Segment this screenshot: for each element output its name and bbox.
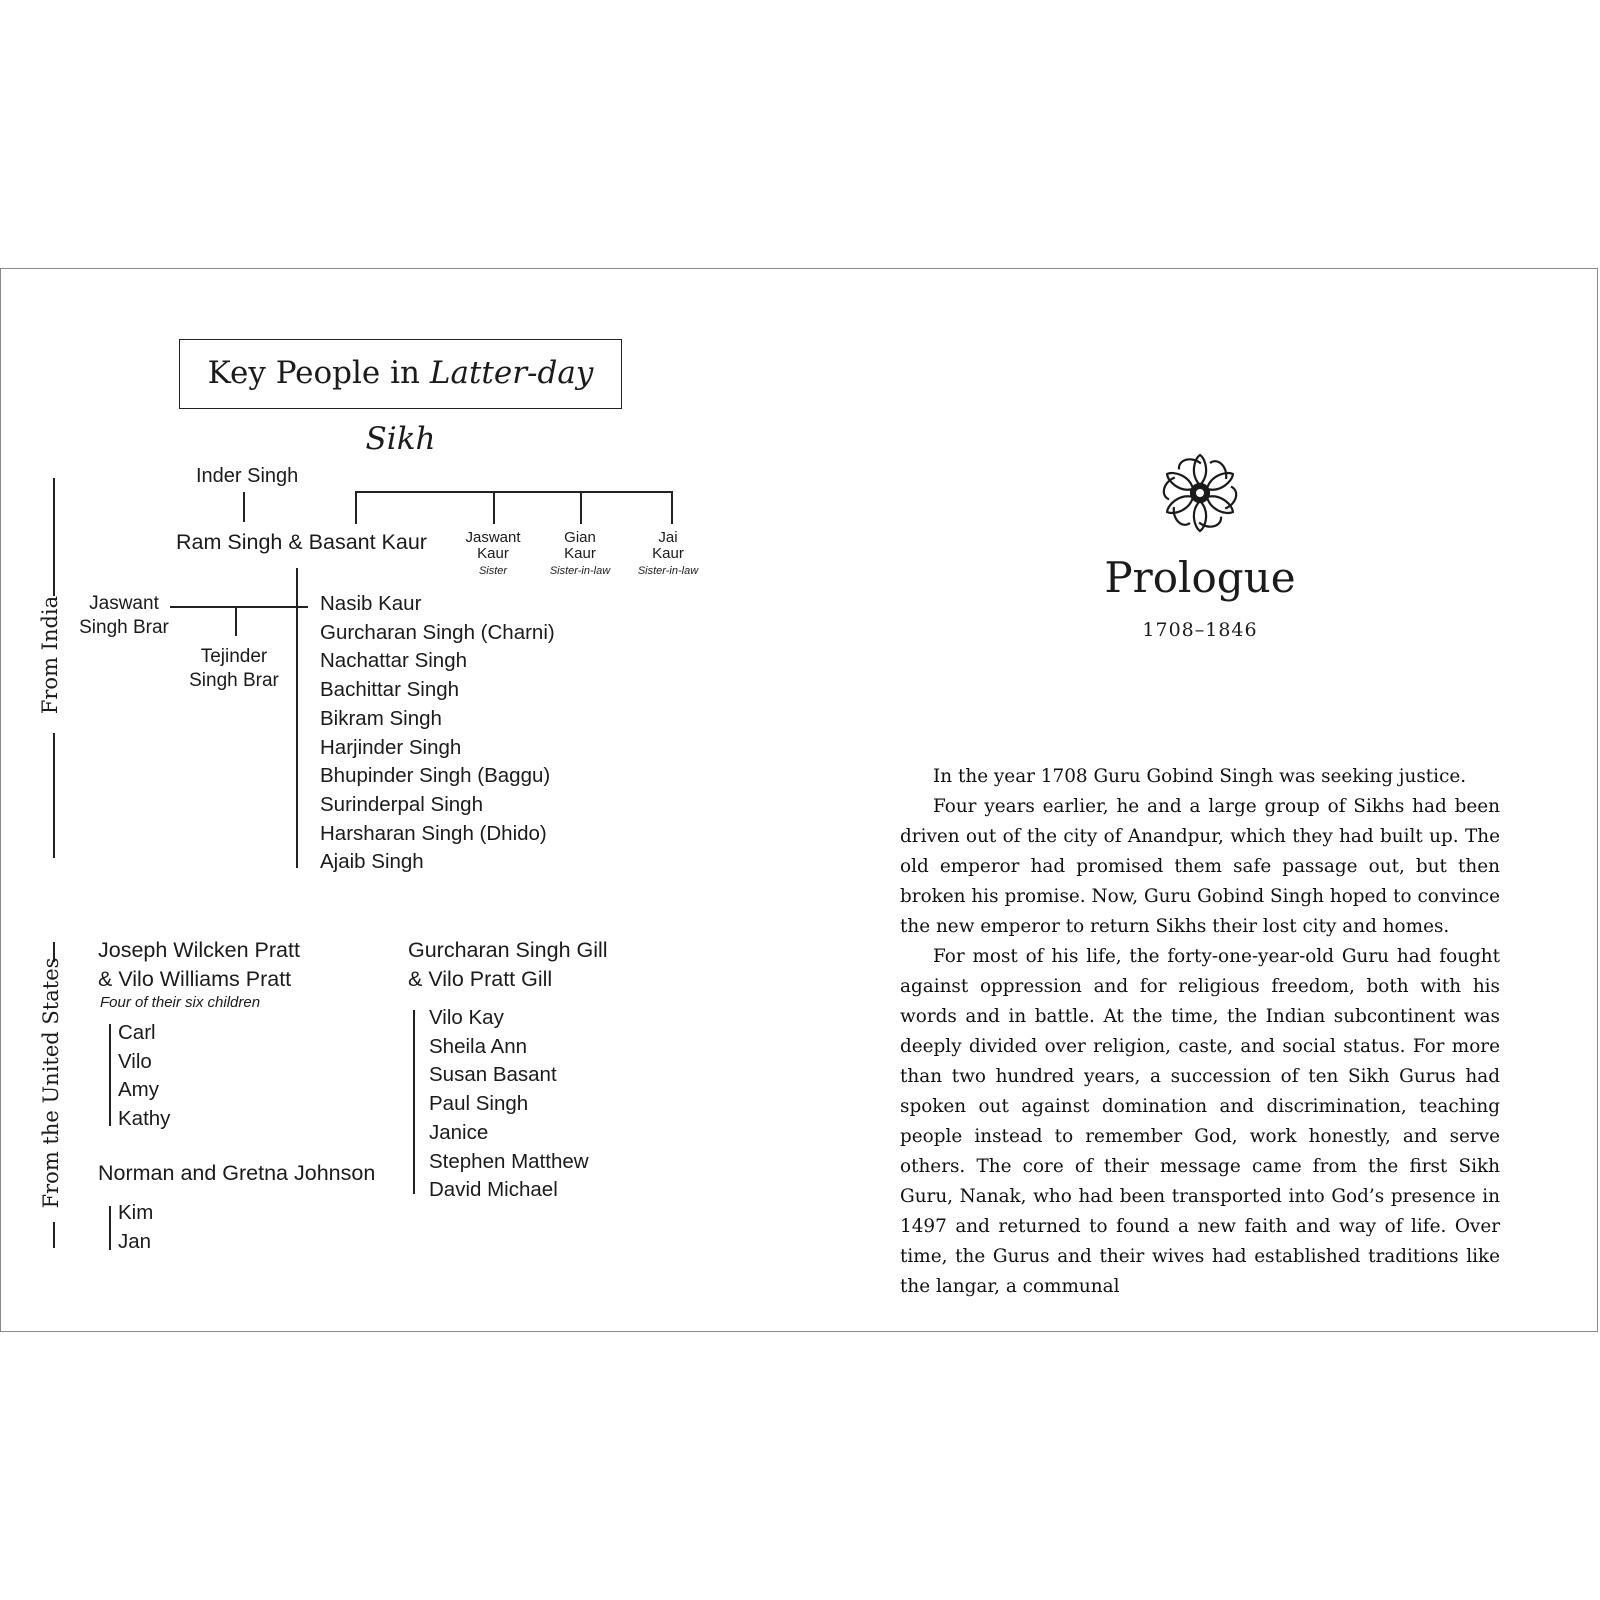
floral-ornament-icon: [1157, 450, 1243, 536]
sibling-name-line2: Kaur: [564, 545, 596, 562]
sibling-name-line1: Jaswant: [465, 529, 521, 546]
list-item: Nasib Kaur: [320, 592, 422, 615]
sibling-gian-kaur: [540, 530, 620, 579]
list-item: Amy: [118, 1078, 159, 1102]
list-item: Bachittar Singh: [320, 678, 460, 702]
pratt-note: Four of their six children: [100, 994, 261, 1011]
jaswant-brar-line1: Jaswant: [89, 593, 159, 614]
sibling-jai-kaur: [628, 530, 708, 579]
inder-singh: Inder Singh: [196, 465, 299, 487]
list-item: Surinderpal Singh: [320, 792, 483, 816]
list-item: David Michael: [429, 1178, 558, 1202]
list-item: Harjinder Singh: [320, 735, 462, 759]
prologue-text: [900, 762, 1500, 1302]
tejinder-singh-brar: [186, 645, 282, 693]
list-item: Bhupinder Singh (Baggu): [320, 764, 551, 788]
sibling-role: Sister: [478, 565, 508, 577]
list-item: Vilo Kay: [429, 1006, 504, 1029]
sibling-role: Sister-in-law: [637, 565, 699, 577]
sibling-name-line2: Kaur: [652, 545, 684, 562]
list-item: Janice: [429, 1120, 489, 1144]
ram-children-list: [320, 590, 555, 877]
list-item: Paul Singh: [429, 1092, 529, 1116]
sibling-drop-1: [493, 491, 495, 524]
chapter-heading: Prologue: [1104, 553, 1296, 602]
list-item: Ajaib Singh: [320, 850, 424, 874]
list-item: Kim: [118, 1201, 154, 1224]
title-plain: Key People in: [207, 355, 430, 391]
paragraph: In the year 1708 Guru Gobind Singh was seeking justice.: [933, 766, 1467, 787]
list-item: Vilo: [118, 1049, 152, 1073]
pratt-line2: & Vilo Williams Pratt: [98, 967, 292, 991]
list-item: Kathy: [118, 1107, 171, 1131]
gill-children-bracket: [413, 1010, 415, 1194]
johnson-children-bracket: [109, 1206, 111, 1250]
list-item: Gurcharan Singh (Charni): [320, 620, 555, 644]
pratt-line1: Joseph Wilcken Pratt: [98, 938, 300, 962]
tejinder-connector: [235, 606, 237, 636]
sibling-drop-main: [355, 491, 357, 524]
paragraph: Four years earlier, he and a large group of Sikhs had been driven out of the city of Anandpur, which they had built up. The old emperor had promised them safe passage out, but then broken his promise. Now, Guru Gobind Singh hoped to convince the new emperor to return Sikhs their lost city and homes.: [900, 796, 1500, 937]
sibling-bracket: [355, 491, 673, 493]
tejinder-line1: Tejinder: [200, 646, 268, 667]
list-item: Bikram Singh: [320, 706, 442, 730]
sibling-drop-3: [671, 491, 673, 524]
list-item: Jan: [118, 1229, 152, 1253]
sibling-name-line1: Jai: [658, 529, 678, 546]
list-item: Carl: [118, 1021, 156, 1044]
jaswant-brar-line2: Singh Brar: [79, 617, 169, 638]
sibling-name-line1: Gian: [564, 529, 596, 546]
us-rule-bottom: [53, 1222, 55, 1248]
pratt-children-list: [118, 1019, 170, 1134]
sibling-role: Sister-in-law: [549, 565, 611, 577]
ram-basant: Ram Singh & Basant Kaur: [176, 530, 427, 554]
sibling-jaswant-kaur: [453, 530, 533, 579]
johnson-children-list: [118, 1199, 153, 1256]
gill-line2: & Vilo Pratt Gill: [408, 967, 553, 991]
inder-connector: [243, 492, 245, 522]
list-item: Stephen Matthew: [429, 1149, 589, 1173]
gill-children-list: [429, 1004, 589, 1205]
list-item: Susan Basant: [429, 1063, 557, 1087]
section-label-india: From India: [38, 595, 62, 715]
india-rule-top: [53, 478, 55, 596]
johnson-couple: Norman and Gretna Johnson: [98, 1161, 376, 1185]
section-label-us: From the United States: [39, 957, 63, 1209]
gill-couple: [408, 936, 608, 994]
tejinder-line2: Singh Brar: [189, 670, 279, 691]
sibling-name-line2: Kaur: [477, 545, 509, 562]
children-bracket: [296, 568, 298, 868]
key-people-title: [179, 339, 622, 457]
list-item: Sheila Ann: [429, 1034, 528, 1058]
pratt-couple: [98, 936, 300, 994]
title-italic: Latter-day Sikh: [365, 355, 594, 457]
jaswant-singh-brar: [78, 592, 170, 640]
india-rule-bottom: [53, 733, 55, 858]
sibling-drop-2: [580, 491, 582, 524]
list-item: Harsharan Singh (Dhido): [320, 821, 547, 845]
pratt-children-bracket: [109, 1024, 111, 1126]
chapter-dates: 1708–1846: [1142, 619, 1258, 641]
paragraph: For most of his life, the forty-one-year-old Guru had fought against oppression and for religious freedom, both with his words and in battle. At the time, the Indian subcontinent was deeply divided over religion, caste, and social status. For more than two hundred years, a succession of ten Sikh Gurus had spoken out against domination and discrimination, teaching people instead to remember God, work honestly, and serve others. The core of their message came from the first Sikh Guru, Nanak, who had been transported into God’s presence in 1497 and returned to found a new faith and way of life. Over time, the Gurus and their wives had established traditions like the langar, a communal: [900, 946, 1500, 1297]
brar-connector: [170, 606, 308, 608]
list-item: Nachattar Singh: [320, 649, 468, 673]
gill-line1: Gurcharan Singh Gill: [408, 938, 608, 962]
